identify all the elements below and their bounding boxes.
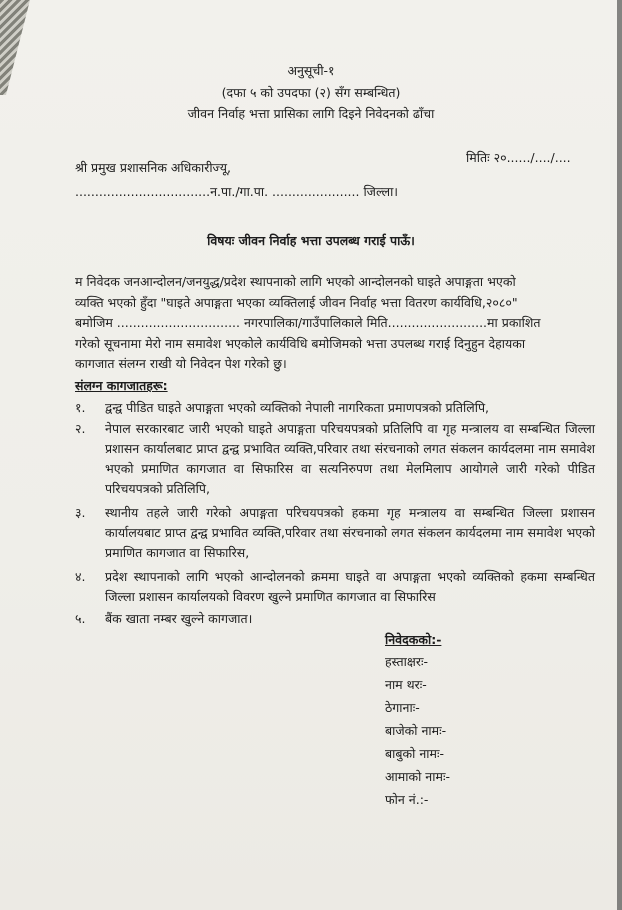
- body-line-5: कागजात संलग्न राखी यो निवेदन पेश गरेको छु।: [75, 356, 287, 371]
- form-title: जीवन निर्वाह भत्ता प्रासिका लागि दिइने निवेदनको ढाँचा: [187, 106, 435, 121]
- schedule-label: अनुसूची-१: [287, 63, 335, 78]
- father-name-field: बाबुको नामः-: [385, 746, 445, 761]
- body-paragraph: [75, 272, 595, 375]
- applicant-heading: निवेदकको:-: [385, 632, 442, 647]
- body-line-3: बमोजिम ............................... नगरपालिका/गाउँपालिकाले मिति.........................मा प्रकाशित: [75, 315, 541, 330]
- body-line-4: गरेको सूचनामा मेरो नाम समावेश भएकोले कार्यविधि बमोजिमको भत्ता उपलब्ध गराई दिनुहुन देहायका: [75, 335, 526, 351]
- attachment-text: नेपाल सरकारबाट जारी भएको घाइते अपाङ्गता परिचयपत्रको प्रतिलिपि वा गृह मन्त्रालय वा सम्बन्धित जिल्ला प्रशासन कार्यालबाट प्राप्त द्वन्द्व प्रभावित व्यक्ति,परिवार तथा संरचनाको लगत संकलन कार्यदलमा नाम समावेश भएको प्रमाणित कागजात वा सिफारिस वा सत्यनिरुपण तथा मेलमिलाप आयोगले जारी गरेको पीडित परिचयपत्रको प्रतिलिपि,: [105, 421, 595, 496]
- attachment-number: ३.: [75, 505, 86, 520]
- attachment-item-5: [75, 609, 595, 629]
- subject-line: विषयः जीवन निर्वाह भत्ता उपलब्ध गराई पाऊँ।: [207, 233, 415, 248]
- attachment-number: ५.: [75, 611, 86, 626]
- attachment-item-1: [75, 398, 595, 418]
- attachment-text: बैंक खाता नम्बर खुल्ने कागजात।: [105, 611, 253, 626]
- attachment-text: द्वन्द्व पीडित घाइते अपाङ्गता भएको व्यक्तिको नेपाली नागरिकता प्रमाणपत्रको प्रतिलिपि,: [105, 400, 490, 415]
- page-corner-shadow: [0, 0, 30, 95]
- page-edge-shadow: [617, 0, 622, 910]
- phone-number-field: फोन नं.:-: [385, 792, 429, 807]
- attachment-number: २.: [75, 421, 86, 436]
- address-field: ठेगानाः-: [385, 700, 420, 715]
- attachment-item-2: [75, 419, 595, 499]
- attachment-number: ४.: [75, 569, 86, 584]
- attachment-item-4: [75, 567, 595, 607]
- addressee-line-1: श्री प्रमुख प्रशासनिक अधिकारीज्यू,: [75, 160, 231, 175]
- attachment-text: स्थानीय तहले जारी गरेको अपाङ्गता परिचयपत्रको हकमा गृह मन्त्रालय वा सम्बन्धित जिल्ला प्रशासन कार्यालयबाट प्राप्त द्वन्द्व प्रभावित व्यक्ति,परिवार तथा संरचनाको लगत संकलन कार्यदलमा नाम समावेश भएको प्रमाणित कागजात वा सिफारिस,: [105, 505, 595, 560]
- mother-name-field: आमाको नामः-: [385, 769, 450, 784]
- attachments-heading: संलग्न कागजातहरू:: [75, 378, 168, 393]
- attachment-number: १.: [75, 400, 86, 415]
- attachment-item-3: [75, 503, 595, 563]
- addressee-line-2: ..................................न.पा./गा.पा. ...................... जिल्ला।: [75, 184, 399, 199]
- body-line-2: व्यक्ति भएको हुँदा "घाइते अपाङ्गता भएका व्यक्तिलाई जीवन निर्वाह भत्ता वितरण कार्यविधि,२०८०": [75, 294, 518, 310]
- full-name-field: नाम थरः-: [385, 677, 427, 692]
- body-line-1: म निवेदक जनआन्दोलन/जनयुद्ध/प्रदेश स्थापनाको लागि भएको आन्दोलनको घाइते अपाङ्गता भएको: [75, 274, 516, 289]
- reference-label: (दफा ५ को उपदफा (२) सँग सम्बन्धित): [221, 85, 401, 100]
- grandfather-name-field: बाजेको नामः-: [385, 723, 447, 738]
- signature-field: हस्ताक्षरः-: [385, 654, 428, 669]
- date-line: मितिः २०....../..../....: [466, 150, 571, 165]
- attachment-text: प्रदेश स्थापनाको लागि भएको आन्दोलनको क्रममा घाइते वा अपाङ्गता भएको व्यक्तिको हकमा सम्बन्धित जिल्ला प्रशासन कार्यालयको विवरण खुल्ने प्रमाणित कागजात वा सिफारिस: [105, 569, 595, 604]
